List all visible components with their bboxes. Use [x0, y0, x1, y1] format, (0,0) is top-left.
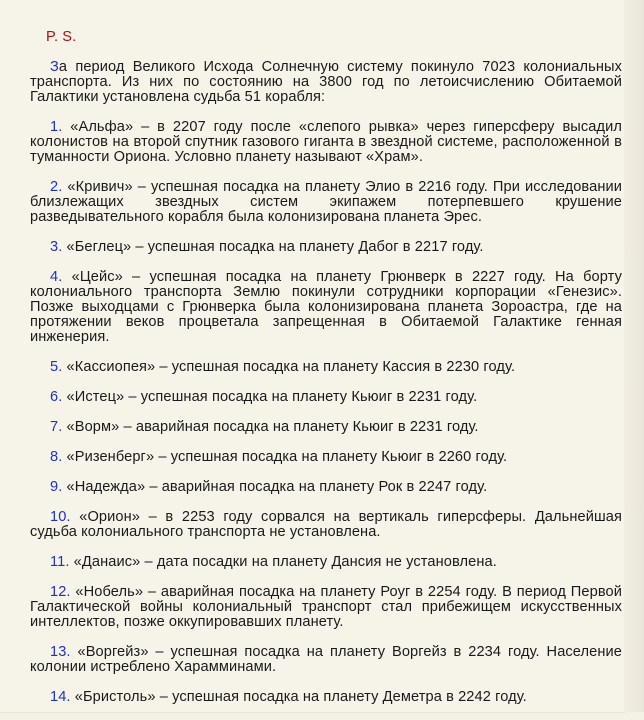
list-item	[30, 420, 622, 435]
list-item	[30, 510, 622, 540]
item-text: «Ризенберг» – успешная посадка на планету Кьюиг в 2260 году.	[62, 449, 508, 465]
list-item	[30, 180, 622, 225]
item-number: 10.	[50, 509, 71, 525]
document-content	[30, 30, 622, 720]
list-item	[30, 480, 622, 495]
item-text: «Альфа» – в 2207 году после «слепого рывка» через гиперсферу высадил колонистов на второй спутник газового гиганта в звездной системе, расположенной в туманности Ориона. Условно планету называют «Храм».	[30, 119, 622, 165]
item-number: 3.	[50, 239, 63, 255]
intro-paragraph	[30, 60, 622, 105]
item-number: 4.	[50, 269, 63, 285]
item-number: 8.	[50, 449, 63, 465]
item-number: 11.	[50, 554, 70, 570]
item-text: «Кривич» – успешная посадка на планету Элио в 2216 году. При исследовании близлежащих звездных систем экипажем потерпевшего крушение разведывательного корабля была колонизирована планета Эрес.	[30, 179, 622, 225]
item-number: 2.	[50, 179, 63, 195]
item-number: 5.	[50, 359, 63, 375]
list-item	[30, 690, 622, 705]
page-edge	[624, 0, 644, 712]
list-item	[30, 450, 622, 465]
list-item	[30, 390, 622, 405]
intro-first-letter: З	[50, 59, 59, 75]
intro-text: а период Великого Исхода Солнечную систему покинуло 7023 колониальных транспорта. Из них по состоянию на 3800 год по летоисчислению Обитаемой Галактики установлена судьба 51 корабля:	[30, 59, 622, 105]
item-number: 9.	[50, 479, 63, 495]
item-number: 1.	[50, 119, 63, 135]
item-text: «Данаис» – дата посадки на планету Дансия не установлена.	[69, 554, 497, 570]
list-item	[30, 240, 622, 255]
item-number: 6.	[50, 389, 63, 405]
ps-heading: P. S.	[46, 29, 77, 45]
item-text: «Цейс» – успешная посадка на планету Грюнверк в 2227 году. На борту колониального транспорта Землю покинули сотрудники корпорации «Генезис». Позже выходцами с Грюнверка была колонизирована планета Зороастра, где на протяжении веков процветала запрещенная в Обитаемой Галактике генная инженерия.	[30, 269, 622, 345]
item-text: «Беглец» – успешная посадка на планету Дабог в 2217 году.	[62, 239, 484, 255]
item-text: «Истец» – успешная посадка на планету Кьюиг в 2231 году.	[62, 389, 478, 405]
list-item	[30, 585, 622, 630]
item-number: 13.	[50, 644, 71, 660]
item-text: «Нобель» – аварийная посадка на планету Роуг в 2254 году. В период Первой Галактической войны колониальный транспорт стал прибежищем искусственных интеллектов, позже оккупировавших планету.	[30, 584, 622, 630]
item-text: «Орион» – в 2253 году сорвался на вертикаль гиперсферы. Дальнейшая судьба колониального транспорта не установлена.	[30, 509, 622, 540]
item-text: «Надежда» – аварийная посадка на планету Рок в 2247 году.	[62, 479, 488, 495]
list-item	[30, 555, 622, 570]
item-text: «Кассиопея» – успешная посадка на планету Кассия в 2230 году.	[62, 359, 516, 375]
item-text: «Воргейз» – успешная посадка на планету Воргейз в 2234 году. Население колонии истреблено Харамминами.	[30, 644, 622, 675]
item-number: 14.	[50, 689, 71, 705]
list-item	[30, 360, 622, 375]
item-number: 7.	[50, 419, 63, 435]
list-item	[30, 270, 622, 345]
item-number: 12.	[50, 584, 71, 600]
item-text: «Ворм» – аварийная посадка на планету Кьюиг в 2231 году.	[62, 419, 479, 435]
list-item	[30, 645, 622, 675]
item-text: «Бристоль» – успешная посадка на планету Деметра в 2242 году.	[70, 689, 527, 705]
list-item	[30, 120, 622, 165]
